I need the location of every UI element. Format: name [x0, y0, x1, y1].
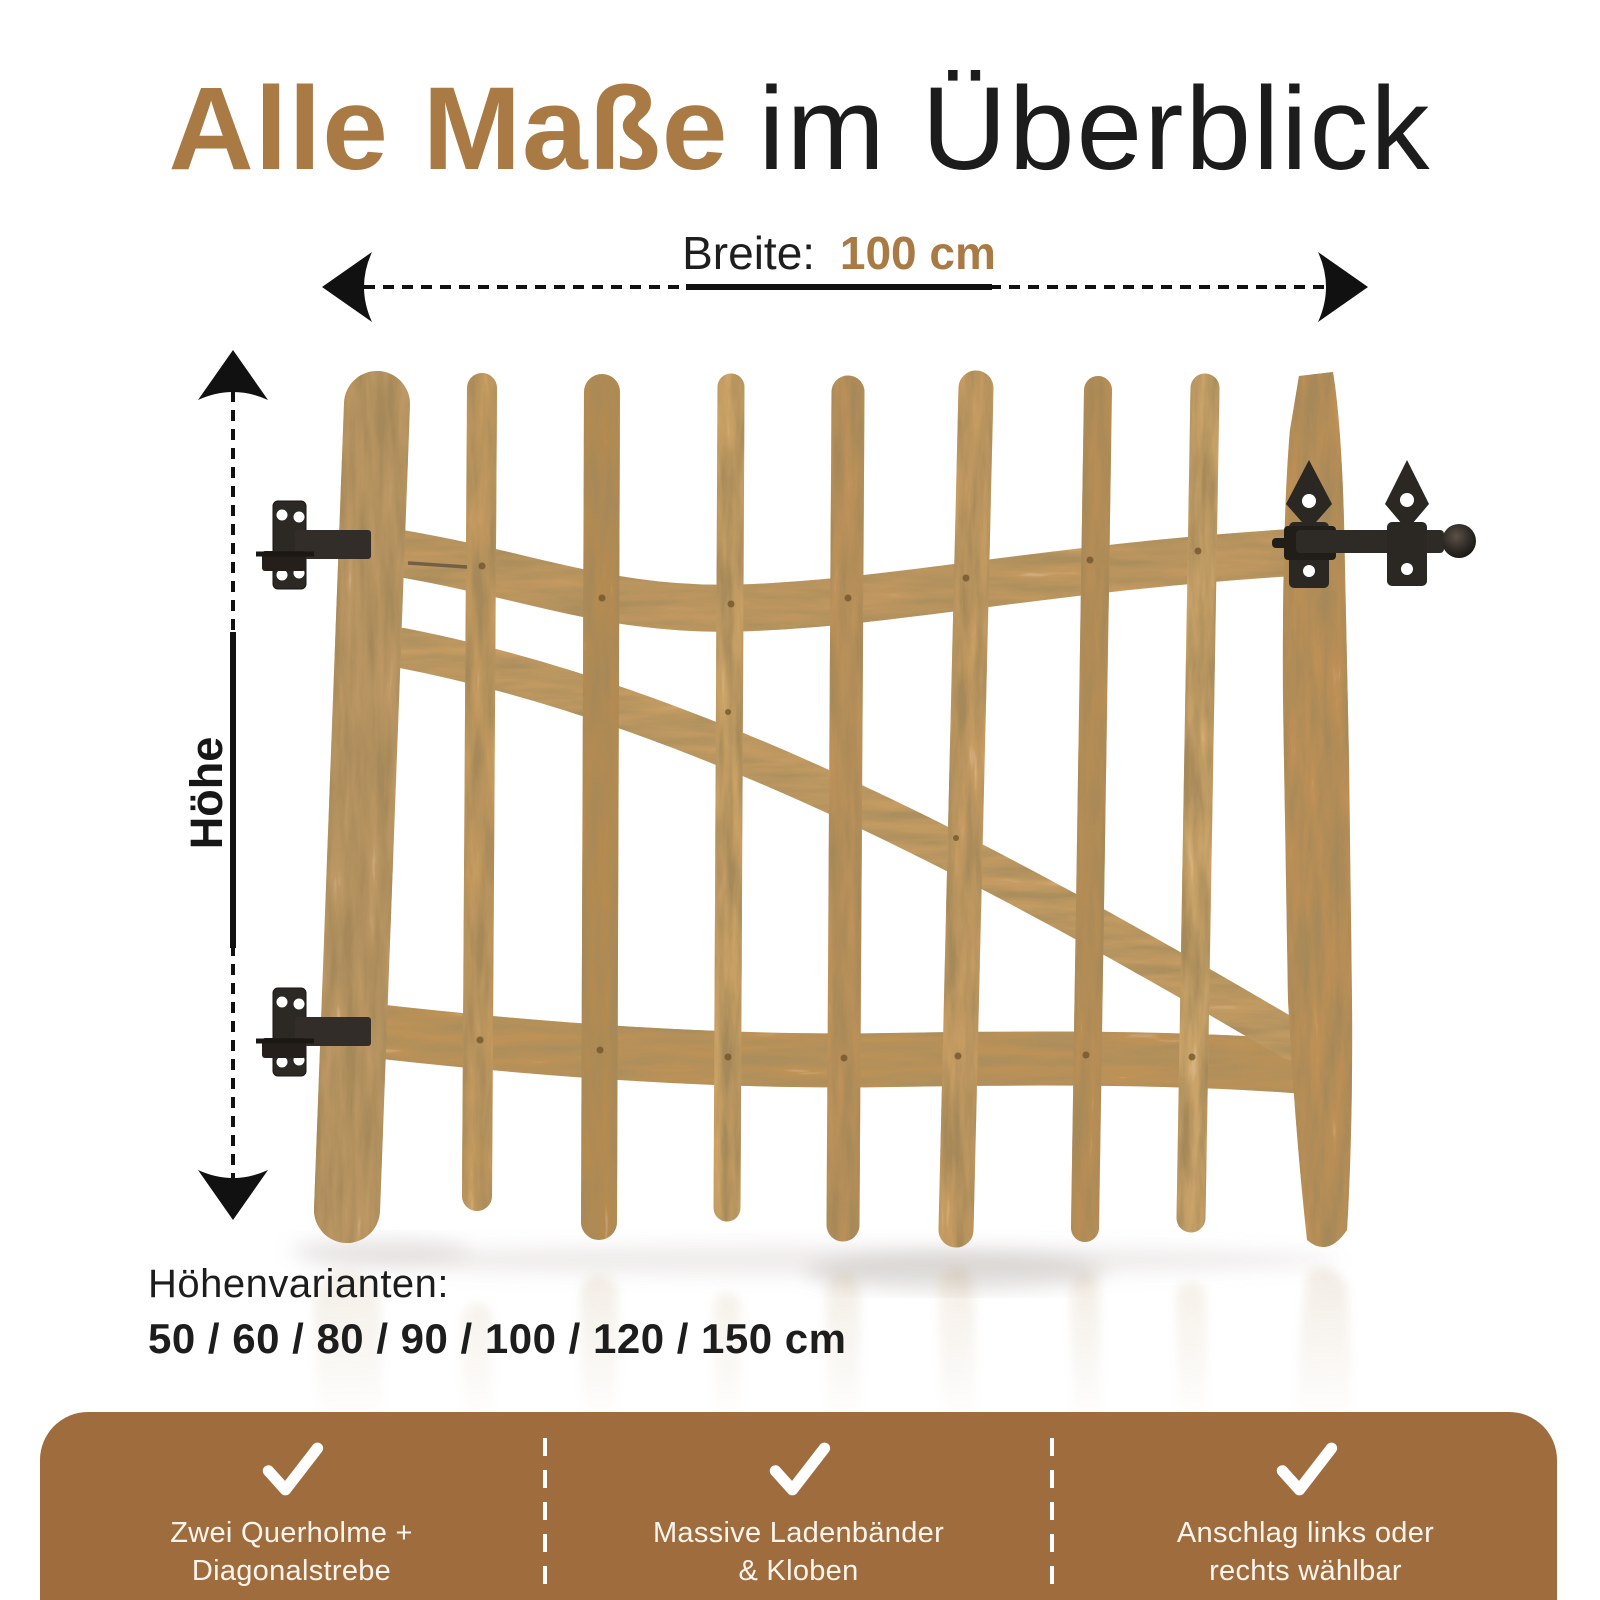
feature-bar — [40, 1412, 1557, 1600]
height-variants-label: Höhenvarianten: — [148, 1262, 450, 1306]
arrowhead-right — [1318, 252, 1368, 322]
picket — [956, 388, 976, 1230]
page-title — [0, 44, 1600, 214]
check-icon — [766, 1438, 832, 1500]
feature-item-querholme — [40, 1412, 543, 1600]
picket — [1085, 390, 1098, 1228]
gate-pickets — [347, 372, 1352, 1247]
height-dimension-label: Höhe — [181, 736, 232, 850]
check-icon — [1273, 1438, 1339, 1500]
gate-wood — [347, 372, 1352, 1247]
height-variants — [148, 1262, 847, 1363]
picket — [1191, 388, 1205, 1218]
picket — [477, 388, 482, 1196]
feature-line: & Kloben — [738, 1555, 859, 1588]
height-variants-values: 50 / 60 / 80 / 90 / 100 / 120 / 150 cm — [148, 1315, 847, 1362]
feature-text — [1177, 1514, 1434, 1591]
feature-line: Anschlag links oder — [1176, 1517, 1435, 1549]
width-label-prefix: Breite: — [682, 227, 816, 279]
width-dimension-label — [682, 226, 996, 280]
width-label-value: 100 cm — [839, 227, 996, 279]
picket — [727, 387, 731, 1208]
page-title-highlight: Alle Maße — [168, 63, 729, 195]
page-title-rest: im Überblick — [758, 63, 1432, 195]
feature-line: Massive Ladenbänder — [652, 1517, 945, 1549]
feature-line: Zwei Querholme + — [170, 1517, 413, 1549]
picket — [599, 392, 602, 1222]
latch-icon — [1272, 460, 1476, 588]
hinge-post — [347, 404, 377, 1210]
feature-text — [170, 1514, 413, 1591]
feature-item-anschlag — [1054, 1412, 1557, 1600]
feature-line: Diagonalstrebe — [191, 1555, 392, 1588]
check-icon — [259, 1438, 325, 1500]
feature-item-ladenbaender — [547, 1412, 1050, 1600]
feature-text — [653, 1514, 944, 1591]
picket — [843, 392, 848, 1225]
feature-line: rechts wählbar — [1209, 1555, 1402, 1588]
